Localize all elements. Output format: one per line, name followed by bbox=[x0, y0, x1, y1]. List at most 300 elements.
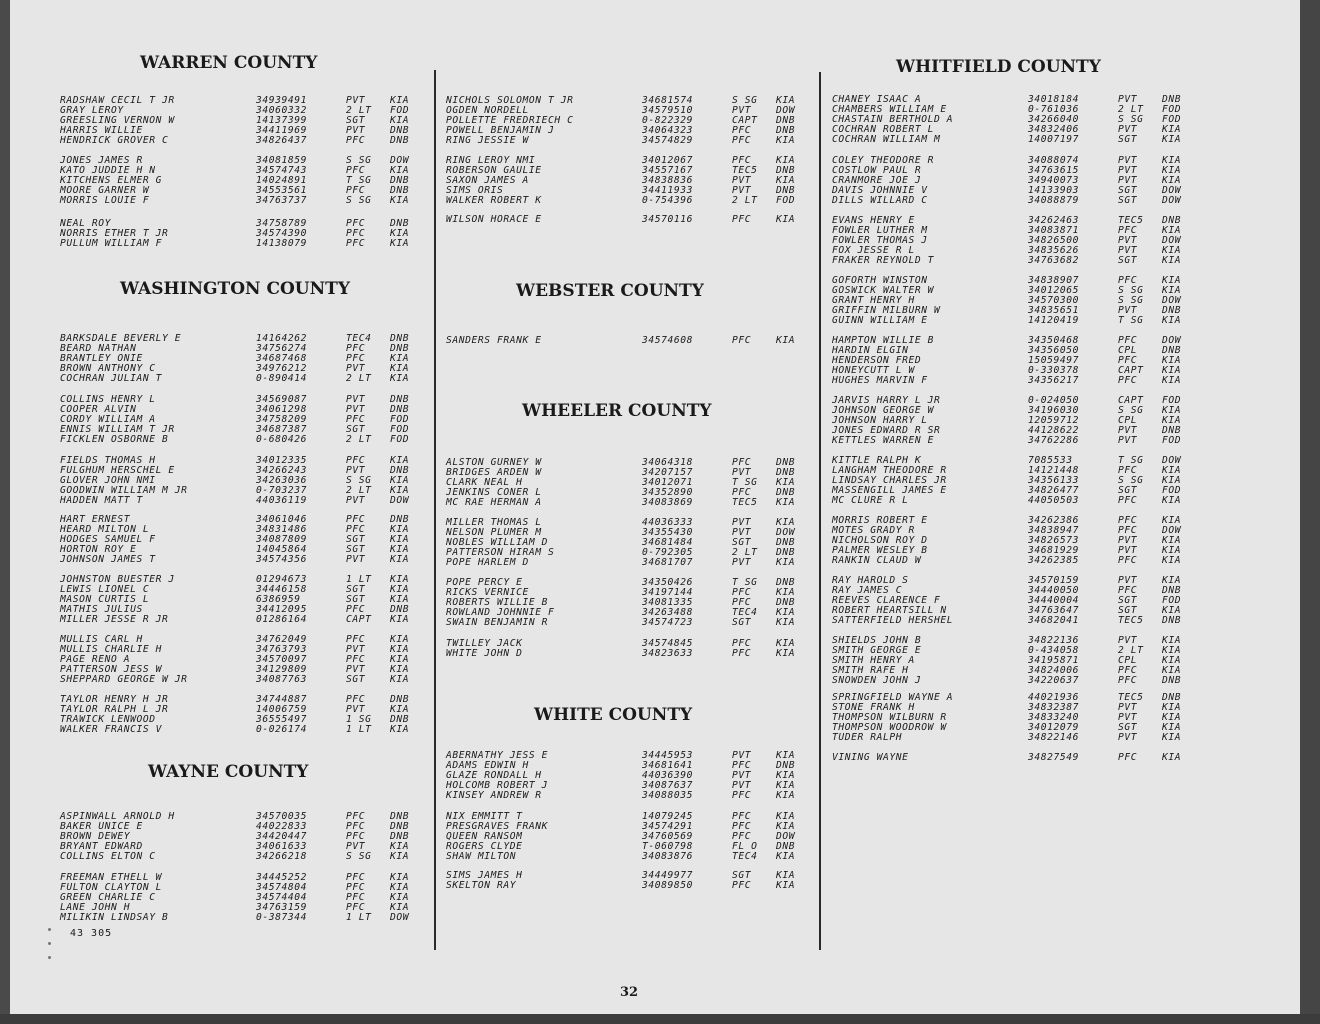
status: DOW bbox=[1162, 195, 1182, 206]
scan-edge bbox=[0, 1014, 1320, 1024]
status: KIA bbox=[390, 674, 410, 685]
status: KIA bbox=[1162, 255, 1182, 266]
status: KIA bbox=[1162, 515, 1182, 526]
rank: PVT bbox=[346, 465, 366, 476]
status: KIA bbox=[776, 214, 796, 225]
serial-number: 34835651 bbox=[1028, 305, 1080, 316]
casualty-name: PATTERSON HIRAM S bbox=[446, 547, 555, 558]
rank: 2 LT bbox=[346, 485, 372, 496]
rank: PFC bbox=[346, 821, 366, 832]
casualty-name: ROBERSON GAULIE bbox=[446, 165, 542, 176]
casualty-name: FRAKER REYNOLD T bbox=[832, 255, 935, 266]
county-heading-wheeler: WHEELER COUNTY bbox=[522, 401, 712, 421]
casualty-name: SHIELDS JOHN B bbox=[832, 635, 922, 646]
status: KIA bbox=[390, 353, 410, 364]
serial-number: 34356133 bbox=[1028, 475, 1080, 486]
rank: PFC bbox=[346, 185, 366, 196]
status: DNB bbox=[390, 333, 410, 344]
status: KIA bbox=[390, 363, 410, 374]
serial-number: 34827549 bbox=[1028, 752, 1080, 763]
casualty-name: HODGES SAMUEL F bbox=[60, 534, 156, 545]
status: KIA bbox=[1162, 155, 1182, 166]
serial-number: 34262386 bbox=[1028, 515, 1080, 526]
status: FOD bbox=[1162, 435, 1182, 446]
casualty-name: NOBLES WILLIAM D bbox=[446, 537, 549, 548]
rank: PVT bbox=[1118, 575, 1138, 586]
serial-number: 34763159 bbox=[256, 902, 308, 913]
rank: T SG bbox=[346, 175, 372, 186]
status: KIA bbox=[1162, 285, 1182, 296]
rank: PVT bbox=[1118, 175, 1138, 186]
status: KIA bbox=[776, 880, 796, 891]
rank: PVT bbox=[346, 363, 366, 374]
serial-number: 44036390 bbox=[642, 770, 694, 781]
rank: PVT bbox=[732, 185, 752, 196]
serial-number: 34570116 bbox=[642, 214, 694, 225]
status: KIA bbox=[390, 634, 410, 645]
serial-number: 34826437 bbox=[256, 135, 308, 146]
rank: 1 SG bbox=[346, 714, 372, 725]
rank: PVT bbox=[1118, 94, 1138, 105]
rank: PFC bbox=[346, 892, 366, 903]
rank: PVT bbox=[1118, 535, 1138, 546]
serial-number: 34553561 bbox=[256, 185, 308, 196]
rank: PVT bbox=[346, 664, 366, 675]
status: KIA bbox=[776, 821, 796, 832]
casualty-name: MULLIS CARL H bbox=[60, 634, 143, 645]
serial-number: 34088879 bbox=[1028, 195, 1080, 206]
casualty-name: SMITH RAFE H bbox=[832, 665, 909, 676]
status: KIA bbox=[776, 790, 796, 801]
casualty-name: GREESLING VERNON W bbox=[60, 115, 175, 126]
serial-number: 0-890414 bbox=[256, 373, 308, 384]
serial-number: 34822136 bbox=[1028, 635, 1080, 646]
status: DNB bbox=[390, 175, 410, 186]
serial-number: 34744887 bbox=[256, 694, 308, 705]
casualty-name: COLLINS HENRY L bbox=[60, 394, 156, 405]
serial-number: 0-680426 bbox=[256, 434, 308, 445]
status: KIA bbox=[1162, 365, 1182, 376]
column-divider bbox=[434, 70, 436, 950]
status: KIA bbox=[776, 517, 796, 528]
status: KIA bbox=[776, 477, 796, 488]
status: FOD bbox=[1162, 104, 1182, 115]
status: KIA bbox=[1162, 245, 1182, 256]
casualty-name: RICKS VERNICE bbox=[446, 587, 529, 598]
serial-number: 34207157 bbox=[642, 467, 694, 478]
casualty-name: RAY HAROLD S bbox=[832, 575, 909, 586]
status: DNB bbox=[390, 185, 410, 196]
status: KIA bbox=[1162, 702, 1182, 713]
serial-number: 34195871 bbox=[1028, 655, 1080, 666]
status: KIA bbox=[390, 544, 410, 555]
rank: PFC bbox=[732, 457, 752, 468]
casualty-name: JOHNSON GEORGE W bbox=[832, 405, 935, 416]
casualty-name: FULTON CLAYTON L bbox=[60, 882, 163, 893]
serial-number: 34220637 bbox=[1028, 675, 1080, 686]
serial-number: 0-792305 bbox=[642, 547, 694, 558]
rank: PVT bbox=[1118, 165, 1138, 176]
casualty-name: BAKER UNICE E bbox=[60, 821, 143, 832]
rank: PFC bbox=[732, 155, 752, 166]
casualty-name: NEAL ROY bbox=[60, 218, 112, 229]
rank: PFC bbox=[346, 165, 366, 176]
casualty-name: FOX JESSE R L bbox=[832, 245, 915, 256]
serial-number: 14121448 bbox=[1028, 465, 1080, 476]
serial-number: 0-822329 bbox=[642, 115, 694, 126]
rank: PFC bbox=[1118, 675, 1138, 686]
casualty-name: ENNIS WILLIAM T JR bbox=[60, 424, 175, 435]
serial-number: 34681707 bbox=[642, 557, 694, 568]
serial-number: 34579510 bbox=[642, 105, 694, 116]
rank: S SG bbox=[346, 475, 372, 486]
rank: PFC bbox=[346, 135, 366, 146]
serial-number: 34687468 bbox=[256, 353, 308, 364]
casualty-name: BRANTLEY ONIE bbox=[60, 353, 143, 364]
serial-number: 34012065 bbox=[1028, 285, 1080, 296]
casualty-name: TRAWICK LENWOOD bbox=[60, 714, 156, 725]
rank: S SG bbox=[1118, 405, 1144, 416]
rank: PFC bbox=[1118, 355, 1138, 366]
serial-number: 34196030 bbox=[1028, 405, 1080, 416]
status: KIA bbox=[1162, 315, 1182, 326]
rank: PFC bbox=[346, 343, 366, 354]
serial-number: 34574356 bbox=[256, 554, 308, 565]
scan-edge bbox=[1300, 0, 1320, 1024]
status: KIA bbox=[1162, 134, 1182, 145]
casualty-name: MOTES GRADY R bbox=[832, 525, 915, 536]
serial-number: 34087763 bbox=[256, 674, 308, 685]
serial-number: 34823633 bbox=[642, 648, 694, 659]
casualty-name: ADAMS EDWIN H bbox=[446, 760, 529, 771]
serial-number: 34681484 bbox=[642, 537, 694, 548]
status: DNB bbox=[390, 694, 410, 705]
rank: PFC bbox=[732, 760, 752, 771]
serial-number: 34266218 bbox=[256, 851, 308, 862]
rank: PFC bbox=[1118, 752, 1138, 763]
serial-number: 34838836 bbox=[642, 175, 694, 186]
rank: SGT bbox=[1118, 485, 1138, 496]
rank: PVT bbox=[346, 841, 366, 852]
document-page bbox=[10, 0, 1310, 1014]
serial-number: 0-330378 bbox=[1028, 365, 1080, 376]
casualty-name: STONE FRANK H bbox=[832, 702, 915, 713]
casualty-name: HART ERNEST bbox=[60, 514, 131, 525]
status: KIA bbox=[1162, 475, 1182, 486]
rank: S SG bbox=[346, 195, 372, 206]
rank: PFC bbox=[1118, 515, 1138, 526]
serial-number: 34197144 bbox=[642, 587, 694, 598]
serial-number: 0-703237 bbox=[256, 485, 308, 496]
serial-number: 14138079 bbox=[256, 238, 308, 249]
casualty-name: RING JESSIE W bbox=[446, 135, 529, 146]
casualty-name: OGDEN NORDELL bbox=[446, 105, 529, 116]
rank: PFC bbox=[346, 414, 366, 425]
serial-number: 44036119 bbox=[256, 495, 308, 506]
status: DNB bbox=[776, 597, 796, 608]
status: KIA bbox=[776, 557, 796, 568]
status: DNB bbox=[776, 165, 796, 176]
rank: S SG bbox=[1118, 114, 1144, 125]
casualty-name: WALKER FRANCIS V bbox=[60, 724, 163, 735]
status: DOW bbox=[1162, 335, 1182, 346]
serial-number: 34832406 bbox=[1028, 124, 1080, 135]
rank: PFC bbox=[732, 638, 752, 649]
serial-number: 34412095 bbox=[256, 604, 308, 615]
county-heading-washington: WASHINGTON COUNTY bbox=[120, 279, 350, 299]
serial-number: 14133903 bbox=[1028, 185, 1080, 196]
status: KIA bbox=[390, 455, 410, 466]
county-heading-whitfield: WHITFIELD COUNTY bbox=[896, 57, 1101, 77]
serial-number: 34060332 bbox=[256, 105, 308, 116]
serial-number: 14079245 bbox=[642, 811, 694, 822]
status: FOD bbox=[390, 434, 410, 445]
status: DNB bbox=[390, 604, 410, 615]
rank: PFC bbox=[1118, 495, 1138, 506]
rank: PFC bbox=[732, 487, 752, 498]
serial-number: 34263036 bbox=[256, 475, 308, 486]
rank: 1 LT bbox=[346, 724, 372, 735]
rank: SGT bbox=[1118, 255, 1138, 266]
rank: TEC5 bbox=[732, 165, 758, 176]
casualty-name: RING LEROY NMI bbox=[446, 155, 536, 166]
serial-number: 34061298 bbox=[256, 404, 308, 415]
serial-number: 34758209 bbox=[256, 414, 308, 425]
county-heading-wayne: WAYNE COUNTY bbox=[148, 762, 309, 782]
rank: CPL bbox=[1118, 415, 1138, 426]
serial-number: 34687387 bbox=[256, 424, 308, 435]
serial-number: 14045864 bbox=[256, 544, 308, 555]
status: DNB bbox=[776, 577, 796, 588]
serial-number: 34012335 bbox=[256, 455, 308, 466]
status: DNB bbox=[776, 185, 796, 196]
rank: PVT bbox=[346, 554, 366, 565]
rank: PFC bbox=[1118, 585, 1138, 596]
serial-number: 14006759 bbox=[256, 704, 308, 715]
casualty-name: COSTLOW PAUL R bbox=[832, 165, 922, 176]
status: DNB bbox=[776, 467, 796, 478]
rank: PFC bbox=[346, 218, 366, 229]
casualty-name: NICHOLS SOLOMON T JR bbox=[446, 95, 574, 106]
serial-number: 44021936 bbox=[1028, 692, 1080, 703]
serial-number: 14024891 bbox=[256, 175, 308, 186]
serial-number: 34083869 bbox=[642, 497, 694, 508]
casualty-name: WHITE JOHN D bbox=[446, 648, 523, 659]
casualty-name: ROGERS CLYDE bbox=[446, 841, 523, 852]
status: DNB bbox=[1162, 692, 1182, 703]
casualty-name: THOMPSON WILBURN R bbox=[832, 712, 947, 723]
casualty-name: RANKIN CLAUD W bbox=[832, 555, 922, 566]
serial-number: 34064318 bbox=[642, 457, 694, 468]
status: DOW bbox=[1162, 525, 1182, 536]
status: KIA bbox=[390, 594, 410, 605]
rank: PFC bbox=[732, 811, 752, 822]
rank: TEC4 bbox=[732, 607, 758, 618]
casualty-name: JOHNSTON BUESTER J bbox=[60, 574, 175, 585]
serial-number: 34089850 bbox=[642, 880, 694, 891]
serial-number: T-060798 bbox=[642, 841, 694, 852]
status: FOD bbox=[390, 414, 410, 425]
serial-number: 0-754396 bbox=[642, 195, 694, 206]
casualty-name: FOWLER THOMAS J bbox=[832, 235, 928, 246]
casualty-name: PATTERSON JESS W bbox=[60, 664, 163, 675]
serial-number: 34758789 bbox=[256, 218, 308, 229]
serial-number: 44050503 bbox=[1028, 495, 1080, 506]
serial-number: 34569087 bbox=[256, 394, 308, 405]
rank: CAPT bbox=[1118, 365, 1144, 376]
status: DNB bbox=[390, 125, 410, 136]
rank: 2 LT bbox=[732, 547, 758, 558]
serial-number: 34574404 bbox=[256, 892, 308, 903]
serial-number: 14137399 bbox=[256, 115, 308, 126]
status: FOD bbox=[390, 424, 410, 435]
rank: FL O bbox=[732, 841, 758, 852]
casualty-name: JOHNSON HARRY L bbox=[832, 415, 928, 426]
serial-number: 14007197 bbox=[1028, 134, 1080, 145]
casualty-name: THOMPSON WOODROW W bbox=[832, 722, 947, 733]
casualty-name: GOSWICK WALTER W bbox=[832, 285, 935, 296]
rank: PVT bbox=[732, 780, 752, 791]
casualty-name: HORTON ROY E bbox=[60, 544, 137, 555]
status: KIA bbox=[1162, 555, 1182, 566]
rank: PFC bbox=[732, 597, 752, 608]
casualty-name: PRESGRAVES FRANK bbox=[446, 821, 549, 832]
serial-number: 0-761036 bbox=[1028, 104, 1080, 115]
serial-number: 34350426 bbox=[642, 577, 694, 588]
casualty-name: NORRIS ETHER T JR bbox=[60, 228, 169, 239]
serial-number: 34129809 bbox=[256, 664, 308, 675]
serial-number: 34420447 bbox=[256, 831, 308, 842]
status: FOD bbox=[390, 105, 410, 116]
casualty-name: COOPER ALVIN bbox=[60, 404, 137, 415]
rank: PFC bbox=[346, 811, 366, 822]
status: DOW bbox=[390, 155, 410, 166]
casualty-name: HARDIN ELGIN bbox=[832, 345, 909, 356]
serial-number: 34763737 bbox=[256, 195, 308, 206]
status: KIA bbox=[390, 554, 410, 565]
casualty-name: MILLER THOMAS L bbox=[446, 517, 542, 528]
serial-number: 7085533 bbox=[1028, 455, 1073, 466]
serial-number: 34570159 bbox=[1028, 575, 1080, 586]
rank: PFC bbox=[1118, 465, 1138, 476]
serial-number: 34356217 bbox=[1028, 375, 1080, 386]
casualty-name: FULGHUM HERSCHEL E bbox=[60, 465, 175, 476]
serial-number: 34263488 bbox=[642, 607, 694, 618]
casualty-name: FIELDS THOMAS H bbox=[60, 455, 156, 466]
casualty-name: SNOWDEN JOHN J bbox=[832, 675, 922, 686]
status: KIA bbox=[776, 95, 796, 106]
serial-number: 34352890 bbox=[642, 487, 694, 498]
status: DNB bbox=[776, 125, 796, 136]
casualty-name: SANDERS FRANK E bbox=[446, 335, 542, 346]
casualty-name: ASPINWALL ARNOLD H bbox=[60, 811, 175, 822]
column-divider bbox=[819, 72, 821, 950]
rank: PVT bbox=[1118, 425, 1138, 436]
casualty-name: CRANMORE JOE J bbox=[832, 175, 922, 186]
status: KIA bbox=[390, 724, 410, 735]
casualty-name: PULLUM WILLIAM F bbox=[60, 238, 163, 249]
rank: SGT bbox=[346, 424, 366, 435]
casualty-name: HADDEN MATT T bbox=[60, 495, 143, 506]
status: DNB bbox=[776, 537, 796, 548]
rank: S SG bbox=[1118, 475, 1144, 486]
casualty-name: POPE PERCY E bbox=[446, 577, 523, 588]
casualty-name: NICHOLSON ROY D bbox=[832, 535, 928, 546]
casualty-name: SATTERFIELD HERSHEL bbox=[832, 615, 954, 626]
rank: PFC bbox=[346, 831, 366, 842]
casualty-name: ABERNATHY JESS E bbox=[446, 750, 549, 761]
serial-number: 34838947 bbox=[1028, 525, 1080, 536]
serial-number: 34760569 bbox=[642, 831, 694, 842]
status: KIA bbox=[390, 614, 410, 625]
casualty-name: BROWN DEWEY bbox=[60, 831, 131, 842]
casualty-name: NELSON PLUMER M bbox=[446, 527, 542, 538]
serial-number: 34262385 bbox=[1028, 555, 1080, 566]
casualty-name: KETTLES WARREN E bbox=[832, 435, 935, 446]
casualty-name: CORDY WILLIAM A bbox=[60, 414, 156, 425]
serial-number: 34570097 bbox=[256, 654, 308, 665]
casualty-name: TAYLOR RALPH L JR bbox=[60, 704, 169, 715]
casualty-name: POPE HARLEM D bbox=[446, 557, 529, 568]
status: KIA bbox=[390, 851, 410, 862]
casualty-name: MILIKIN LINDSAY B bbox=[60, 912, 169, 923]
status: DNB bbox=[776, 115, 796, 126]
status: DNB bbox=[390, 135, 410, 146]
rank: PVT bbox=[1118, 435, 1138, 446]
status: DNB bbox=[390, 218, 410, 229]
rank: PVT bbox=[346, 404, 366, 415]
rank: PFC bbox=[1118, 555, 1138, 566]
serial-number: 01286164 bbox=[256, 614, 308, 625]
casualty-name: HEARD MILTON L bbox=[60, 524, 150, 535]
rank: PFC bbox=[346, 353, 366, 364]
rank: PFC bbox=[1118, 275, 1138, 286]
casualty-name: GUINN WILLIAM E bbox=[832, 315, 928, 326]
rank: CAPT bbox=[346, 614, 372, 625]
serial-number: 34355430 bbox=[642, 527, 694, 538]
serial-number: 34939491 bbox=[256, 95, 308, 106]
casualty-name: BRIDGES ARDEN W bbox=[446, 467, 542, 478]
rank: S SG bbox=[732, 95, 758, 106]
status: DOW bbox=[776, 527, 796, 538]
serial-number: 34574804 bbox=[256, 882, 308, 893]
serial-number: 34440004 bbox=[1028, 595, 1080, 606]
rank: SGT bbox=[346, 115, 366, 126]
serial-number: 34262463 bbox=[1028, 215, 1080, 226]
casualty-name: EVANS HENRY E bbox=[832, 215, 915, 226]
rank: PVT bbox=[732, 175, 752, 186]
status: DNB bbox=[1162, 345, 1182, 356]
casualty-name: JONES JAMES R bbox=[60, 155, 143, 166]
serial-number: 34574291 bbox=[642, 821, 694, 832]
status: KIA bbox=[390, 664, 410, 675]
casualty-name: SHEPPARD GEORGE W JR bbox=[60, 674, 188, 685]
status: KIA bbox=[390, 841, 410, 852]
serial-number: 34762049 bbox=[256, 634, 308, 645]
status: KIA bbox=[390, 704, 410, 715]
status: KIA bbox=[1162, 575, 1182, 586]
county-heading-warren: WARREN COUNTY bbox=[140, 53, 318, 73]
status: KIA bbox=[1162, 545, 1182, 556]
serial-number: 34835626 bbox=[1028, 245, 1080, 256]
serial-number: 34449977 bbox=[642, 870, 694, 881]
rank: PFC bbox=[732, 214, 752, 225]
status: DOW bbox=[776, 831, 796, 842]
rank: PVT bbox=[346, 95, 366, 106]
status: DNB bbox=[776, 760, 796, 771]
status: KIA bbox=[776, 851, 796, 862]
status: DNB bbox=[390, 465, 410, 476]
